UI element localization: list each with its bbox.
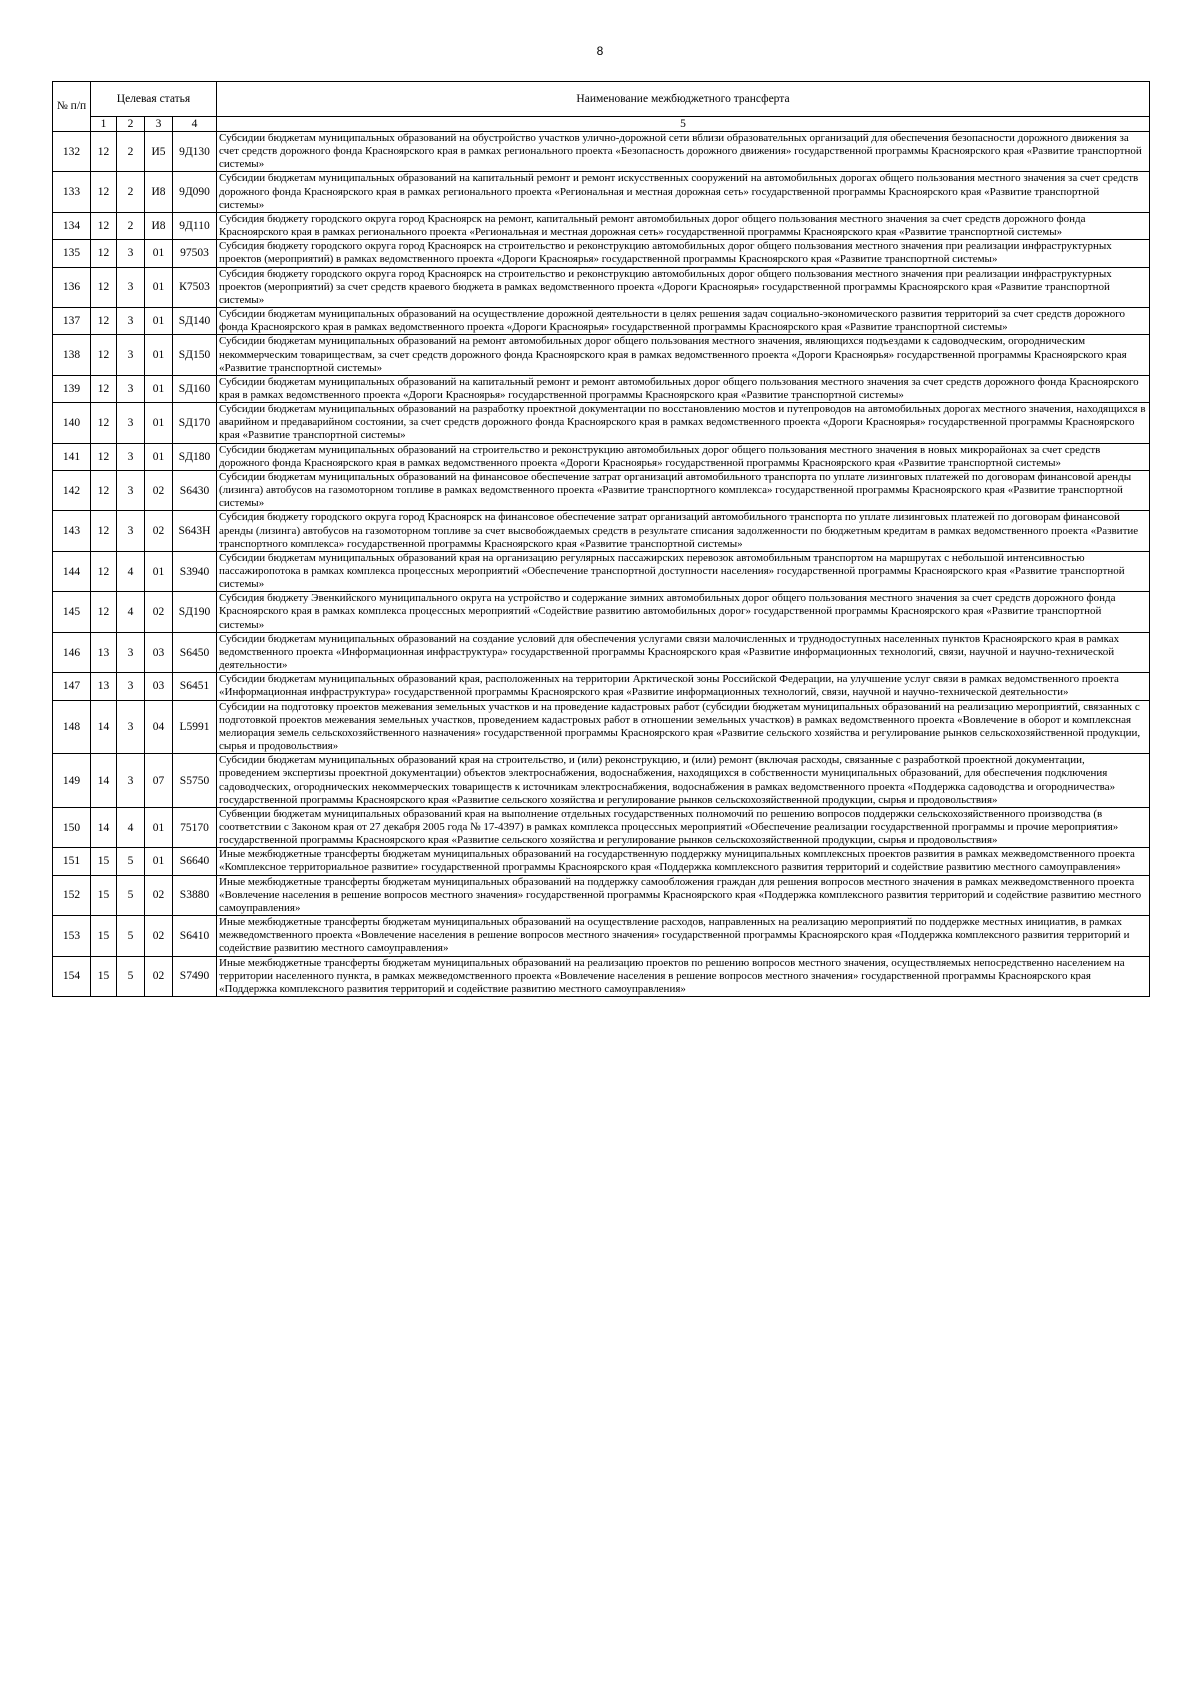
target-code-4: S6410: [173, 916, 217, 956]
table-row: [53, 848, 1150, 875]
target-code-2: 3: [117, 443, 145, 470]
table-row: [53, 172, 1150, 212]
table-row: [53, 375, 1150, 402]
subheader-5: 5: [217, 117, 1150, 132]
target-code-4: 75170: [173, 807, 217, 847]
transfer-name: Субсидия бюджету Эвенкийского муниципального округа на устройство и содержание зимних автомобильных дорог общего пользования местного значения за счет средств дорожного фонда Красноярского края в рамках комплекса процессных мероприятий «Содействие развитию автомобильных дорог» государственной программы Красноярского края «Развитие транспортной системы»: [217, 592, 1150, 632]
subheader-4: 4: [173, 117, 217, 132]
target-code-1: 12: [91, 470, 117, 510]
table-row: [53, 551, 1150, 591]
target-code-3: 07: [145, 754, 173, 808]
transfer-name: Субсидия бюджету городского округа город Красноярск на финансовое обеспечение затрат организаций автомобильного транспорта по уплате лизинговых платежей по договорам финансовой аренды (лизинга) автобусов на газомоторном топливе за счет высвобождаемых средств в результате списания задолженности по бюджетным кредитам в рамках ведомственного проекта «Развитие транспортного комплекса» государственной программы Красноярского края «Развитие транспортной системы»: [217, 511, 1150, 551]
target-code-1: 15: [91, 848, 117, 875]
table-row: [53, 700, 1150, 754]
row-number: 146: [53, 632, 91, 672]
target-code-4: 97503: [173, 240, 217, 267]
transfer-name: Субсидия бюджету городского округа город Красноярск на строительство и реконструкцию автомобильных дорог общего пользования местного значения при реализации инфраструктурных проектов (мероприятий) за счет средств краевого бюджета в рамках ведомственного проекта «Дороги Красноярья» государственной программы Красноярского края «Развитие транспортной системы»: [217, 267, 1150, 307]
target-code-4: SД150: [173, 335, 217, 375]
row-number: 144: [53, 551, 91, 591]
table-row: [53, 267, 1150, 307]
target-code-1: 14: [91, 754, 117, 808]
target-code-1: 12: [91, 308, 117, 335]
target-code-2: 3: [117, 470, 145, 510]
target-code-1: 15: [91, 956, 117, 996]
target-code-3: 03: [145, 632, 173, 672]
target-code-2: 3: [117, 511, 145, 551]
target-code-1: 15: [91, 916, 117, 956]
target-code-1: 14: [91, 807, 117, 847]
target-code-3: 02: [145, 470, 173, 510]
transfer-name: Субсидии бюджетам муниципальных образований на обустройство участков улично-дорожной сети вблизи образовательных организаций для обеспечения безопасности дорожного движения за счет средств дорожного фонда Красноярского края в рамках регионального проекта «Безопасность дорожного движения» государственной программы Красноярского края «Развитие транспортной системы»: [217, 132, 1150, 172]
target-code-3: И5: [145, 132, 173, 172]
table-row: [53, 875, 1150, 915]
row-number: 133: [53, 172, 91, 212]
row-number: 138: [53, 335, 91, 375]
transfer-name: Иные межбюджетные трансферты бюджетам муниципальных образований на поддержку самообложения граждан для решения вопросов местного значения в рамках межведомственного проекта «Вовлечение населения в решение вопросов местного значения» государственной программы Красноярского края «Поддержка комплексного развития территорий и содействие развитию местного самоуправления»: [217, 875, 1150, 915]
col-header-number: № п/п: [53, 82, 91, 132]
target-code-3: 03: [145, 673, 173, 700]
target-code-3: 01: [145, 807, 173, 847]
transfer-name: Субсидии бюджетам муниципальных образований на финансовое обеспечение затрат организаций автомобильного транспорта по уплате лизинговых платежей по договорам финансовой аренды (лизинга) автобусов на газомоторном топливе в рамках ведомственного проекта «Развитие транспортного комплекса» государственной программы Красноярского края «Развитие транспортной системы»: [217, 470, 1150, 510]
row-number: 151: [53, 848, 91, 875]
target-code-3: 04: [145, 700, 173, 754]
row-number: 148: [53, 700, 91, 754]
transfer-name: Иные межбюджетные трансферты бюджетам муниципальных образований на государственную поддержку муниципальных комплексных проектов развития в рамках межведомственного проекта «Комплексное территориальное развитие» государственной программы Красноярского края «Поддержка комплексного развития территорий и содействие развитию местного самоуправления»: [217, 848, 1150, 875]
col-header-name: Наименование межбюджетного трансферта: [217, 82, 1150, 117]
transfer-name: Субсидии бюджетам муниципальных образований на осуществление дорожной деятельности в целях решения задач социально-экономического развития территорий за счет средств дорожного фонда Красноярского края в рамках ведомственного проекта «Дороги Красноярья» государственной программы Красноярского края «Развитие транспортной системы»: [217, 308, 1150, 335]
subheader-2: 2: [117, 117, 145, 132]
target-code-1: 12: [91, 335, 117, 375]
target-code-2: 2: [117, 132, 145, 172]
subheader-row: [53, 117, 1150, 132]
row-number: 152: [53, 875, 91, 915]
table-row: [53, 132, 1150, 172]
page-number: 8: [596, 44, 604, 58]
target-code-4: S643Н: [173, 511, 217, 551]
transfer-name: Субсидии бюджетам муниципальных образований края на организацию регулярных пассажирских перевозок автомобильным транспортом на маршрутах с небольшой интенсивностью пассажиропотока в рамках комплекса процессных мероприятий «Обеспечение транспортной доступности населения» государственной программы Красноярского края «Развитие транспортной системы»: [217, 551, 1150, 591]
table-row: [53, 335, 1150, 375]
target-code-3: 02: [145, 916, 173, 956]
target-code-1: 12: [91, 375, 117, 402]
table-row: [53, 443, 1150, 470]
target-code-4: S6451: [173, 673, 217, 700]
target-code-3: И8: [145, 172, 173, 212]
target-code-1: 12: [91, 267, 117, 307]
target-code-2: 4: [117, 807, 145, 847]
table-row: [53, 592, 1150, 632]
target-code-1: 12: [91, 240, 117, 267]
row-number: 153: [53, 916, 91, 956]
target-code-3: И8: [145, 212, 173, 239]
table-row: [53, 916, 1150, 956]
target-code-2: 3: [117, 632, 145, 672]
subheader-1: 1: [91, 117, 117, 132]
target-code-4: SД170: [173, 403, 217, 443]
subheader-3: 3: [145, 117, 173, 132]
target-code-2: 3: [117, 335, 145, 375]
target-code-3: 02: [145, 956, 173, 996]
target-code-4: S7490: [173, 956, 217, 996]
target-code-1: 12: [91, 403, 117, 443]
target-code-4: S3940: [173, 551, 217, 591]
target-code-2: 5: [117, 916, 145, 956]
target-code-4: L5991: [173, 700, 217, 754]
target-code-3: 01: [145, 375, 173, 402]
transfer-name: Субсидии бюджетам муниципальных образований на строительство и реконструкцию автомобильных дорог общего пользования местного значения в новых микрорайонах за счет средств дорожного фонда Красноярского края в рамках ведомственного проекта «Дороги Красноярья» государственной программы Красноярского края «Развитие транспортной системы»: [217, 443, 1150, 470]
table-row: [53, 807, 1150, 847]
target-code-2: 3: [117, 700, 145, 754]
target-code-2: 5: [117, 956, 145, 996]
table-row: [53, 240, 1150, 267]
target-code-1: 14: [91, 700, 117, 754]
transfer-name: Субсидии на подготовку проектов межевания земельных участков и на проведение кадастровых работ (субсидии бюджетам муниципальных образований на реализацию мероприятий, связанных с подготовкой проектов межевания земельных участков, проведением кадастровых работ в отношении земельных участков) в рамках ведомственного проекта «Вовлечение в оборот и комплексная мелиорация земель сельскохозяйственного назначения» государственной программы Красноярского края «Развитие сельского хозяйства и регулирование рынков сельскохозяйственной продукции, сырья и продовольствия»: [217, 700, 1150, 754]
target-code-2: 5: [117, 875, 145, 915]
target-code-1: 12: [91, 592, 117, 632]
transfer-name: Иные межбюджетные трансферты бюджетам муниципальных образований на осуществление расходов, направленных на реализацию мероприятий по поддержке местных инициатив, в рамках межведомственного проекта «Вовлечение населения в решение вопросов местного значения» государственной программы Красноярского края «Поддержка комплексного развития территорий и содействие развитию местного самоуправления»: [217, 916, 1150, 956]
target-code-1: 12: [91, 132, 117, 172]
header-row: [53, 82, 1150, 117]
target-code-3: 01: [145, 240, 173, 267]
row-number: 137: [53, 308, 91, 335]
row-number: 139: [53, 375, 91, 402]
target-code-4: SД140: [173, 308, 217, 335]
target-code-3: 01: [145, 403, 173, 443]
target-code-1: 12: [91, 551, 117, 591]
table-row: [53, 956, 1150, 996]
target-code-4: S5750: [173, 754, 217, 808]
transfer-name: Субсидии бюджетам муниципальных образований на разработку проектной документации по восстановлению мостов и путепроводов на автомобильных дорогах местного значения, находящихся в аварийном и предаварийном состоянии, за счет средств дорожного фонда Красноярского края в рамках ведомственного проекта «Дороги Красноярья» государственной программы Красноярского края «Развитие транспортной системы»: [217, 403, 1150, 443]
row-number: 154: [53, 956, 91, 996]
target-code-3: 01: [145, 848, 173, 875]
table-row: [53, 212, 1150, 239]
row-number: 132: [53, 132, 91, 172]
target-code-2: 2: [117, 212, 145, 239]
table-row: [53, 403, 1150, 443]
target-code-3: 01: [145, 308, 173, 335]
table-row: [53, 511, 1150, 551]
target-code-4: S6640: [173, 848, 217, 875]
target-code-1: 13: [91, 632, 117, 672]
transfer-name: Субсидии бюджетам муниципальных образований на капитальный ремонт и ремонт искусственных сооружений на автомобильных дорогах общего пользования местного значения за счет средств дорожного фонда Красноярского края в рамках регионального проекта «Региональная и местная дорожная сеть» государственной программы Красноярского края «Развитие транспортной системы»: [217, 172, 1150, 212]
row-number: 145: [53, 592, 91, 632]
target-code-2: 4: [117, 551, 145, 591]
row-number: 149: [53, 754, 91, 808]
row-number: 141: [53, 443, 91, 470]
target-code-1: 12: [91, 511, 117, 551]
row-number: 135: [53, 240, 91, 267]
target-code-4: S6430: [173, 470, 217, 510]
row-number: 150: [53, 807, 91, 847]
target-code-2: 3: [117, 308, 145, 335]
target-code-4: S6450: [173, 632, 217, 672]
target-code-2: 3: [117, 375, 145, 402]
row-number: 134: [53, 212, 91, 239]
transfer-name: Субсидии бюджетам муниципальных образований края на строительство, и (или) реконструкцию, и (или) ремонт (включая расходы, связанные с разработкой проектной документации, проведением экспертизы проектной документации) объектов электроснабжения, водоснабжения, находящихся в собственности муниципальных образований, для обеспечения подключения садоводческих, огороднических некоммерческих товариществ к источникам электроснабжения, водоснабжения в рамках ведомственного проекта «Поддержка садоводства и огородничества» государственной программы Красноярского края «Развитие сельского хозяйства и регулирование рынков сельскохозяйственной продукции, сырья и продовольствия»: [217, 754, 1150, 808]
transfer-name: Субсидии бюджетам муниципальных образований края, расположенных на территории Арктической зоны Российской Федерации, на улучшение услуг связи в рамках ведомственного проекта «Информационная инфраструктура» государственной программы Красноярского края «Развитие информационных технологий, связи, научной и научно-технической деятельности»: [217, 673, 1150, 700]
target-code-4: 9Д110: [173, 212, 217, 239]
target-code-1: 13: [91, 673, 117, 700]
transfer-name: Иные межбюджетные трансферты бюджетам муниципальных образований на реализацию проектов по решению вопросов местного значения, осуществляемых непосредственно населением на территории населенного пункта, в рамках межведомственного проекта «Вовлечение населения в решение вопросов местного значения» государственной программы Красноярского края «Поддержка комплексного развития территорий и содействие развитию местного самоуправления»: [217, 956, 1150, 996]
target-code-3: 01: [145, 551, 173, 591]
row-number: 143: [53, 511, 91, 551]
target-code-3: 01: [145, 267, 173, 307]
target-code-2: 3: [117, 403, 145, 443]
transfer-name: Субсидии бюджетам муниципальных образований на создание условий для обеспечения услугами связи малочисленных и труднодоступных населенных пунктов Красноярского края в рамках ведомственного проекта «Информационная инфраструктура» государственной программы Красноярского края «Развитие информационных технологий, связи, научной и научно-технической деятельности»: [217, 632, 1150, 672]
target-code-3: 01: [145, 443, 173, 470]
transfer-name: Субвенции бюджетам муниципальных образований края на выполнение отдельных государственных полномочий по решению вопросов поддержки сельскохозяйственного производства (в соответствии с Законом края от 27 декабря 2005 года № 17-4397) в рамках комплекса процессных мероприятий «Обеспечение реализации государственной программы и прочие мероприятия» государственной программы Красноярского края «Развитие сельского хозяйства и регулирование рынков сельскохозяйственной продукции, сырья и продовольствия»: [217, 807, 1150, 847]
target-code-2: 5: [117, 848, 145, 875]
target-code-4: SД160: [173, 375, 217, 402]
target-code-3: 02: [145, 875, 173, 915]
target-code-2: 2: [117, 172, 145, 212]
target-code-4: 9Д090: [173, 172, 217, 212]
target-code-1: 12: [91, 443, 117, 470]
target-code-4: SД180: [173, 443, 217, 470]
target-code-4: 9Д130: [173, 132, 217, 172]
transfer-name: Субсидия бюджету городского округа город Красноярск на ремонт, капитальный ремонт автомобильных дорог общего пользования местного значения за счет средств дорожного фонда Красноярского края в рамках регионального проекта «Региональная и местная дорожная сеть» государственной программы Красноярского края «Развитие транспортной системы»: [217, 212, 1150, 239]
target-code-2: 3: [117, 754, 145, 808]
target-code-3: 02: [145, 511, 173, 551]
table-body: [53, 132, 1150, 997]
target-code-4: S3880: [173, 875, 217, 915]
target-code-1: 12: [91, 212, 117, 239]
row-number: 140: [53, 403, 91, 443]
table-row: [53, 308, 1150, 335]
table-row: [53, 470, 1150, 510]
transfers-table: [52, 81, 1150, 997]
col-header-target: Целевая статья: [91, 82, 217, 117]
target-code-4: К7503: [173, 267, 217, 307]
row-number: 136: [53, 267, 91, 307]
target-code-2: 3: [117, 673, 145, 700]
target-code-4: SД190: [173, 592, 217, 632]
transfer-name: Субсидии бюджетам муниципальных образований на капитальный ремонт и ремонт автомобильных дорог общего пользования местного значения за счет средств дорожного фонда Красноярского края в рамках ведомственного проекта «Дороги Красноярья» государственной программы Красноярского края «Развитие транспортной системы»: [217, 375, 1150, 402]
table-row: [53, 754, 1150, 808]
table-row: [53, 673, 1150, 700]
transfer-name: Субсидия бюджету городского округа город Красноярск на строительство и реконструкцию автомобильных дорог общего пользования местного значения при реализации инфраструктурных проектов (мероприятий) в рамках ведомственного проекта «Дороги Красноярья» государственной программы Красноярского края «Развитие транспортной системы»: [217, 240, 1150, 267]
target-code-1: 15: [91, 875, 117, 915]
target-code-1: 12: [91, 172, 117, 212]
target-code-2: 3: [117, 240, 145, 267]
target-code-3: 01: [145, 335, 173, 375]
target-code-2: 3: [117, 267, 145, 307]
transfer-name: Субсидии бюджетам муниципальных образований на ремонт автомобильных дорог общего пользования местного значения, являющихся подъездами к садоводческим, огородническим некоммерческим товариществам, за счет средств дорожного фонда Красноярского края в рамках ведомственного проекта «Дороги Красноярья» государственной программы Красноярского края «Развитие транспортной системы»: [217, 335, 1150, 375]
table-row: [53, 632, 1150, 672]
row-number: 142: [53, 470, 91, 510]
target-code-3: 02: [145, 592, 173, 632]
target-code-2: 4: [117, 592, 145, 632]
row-number: 147: [53, 673, 91, 700]
